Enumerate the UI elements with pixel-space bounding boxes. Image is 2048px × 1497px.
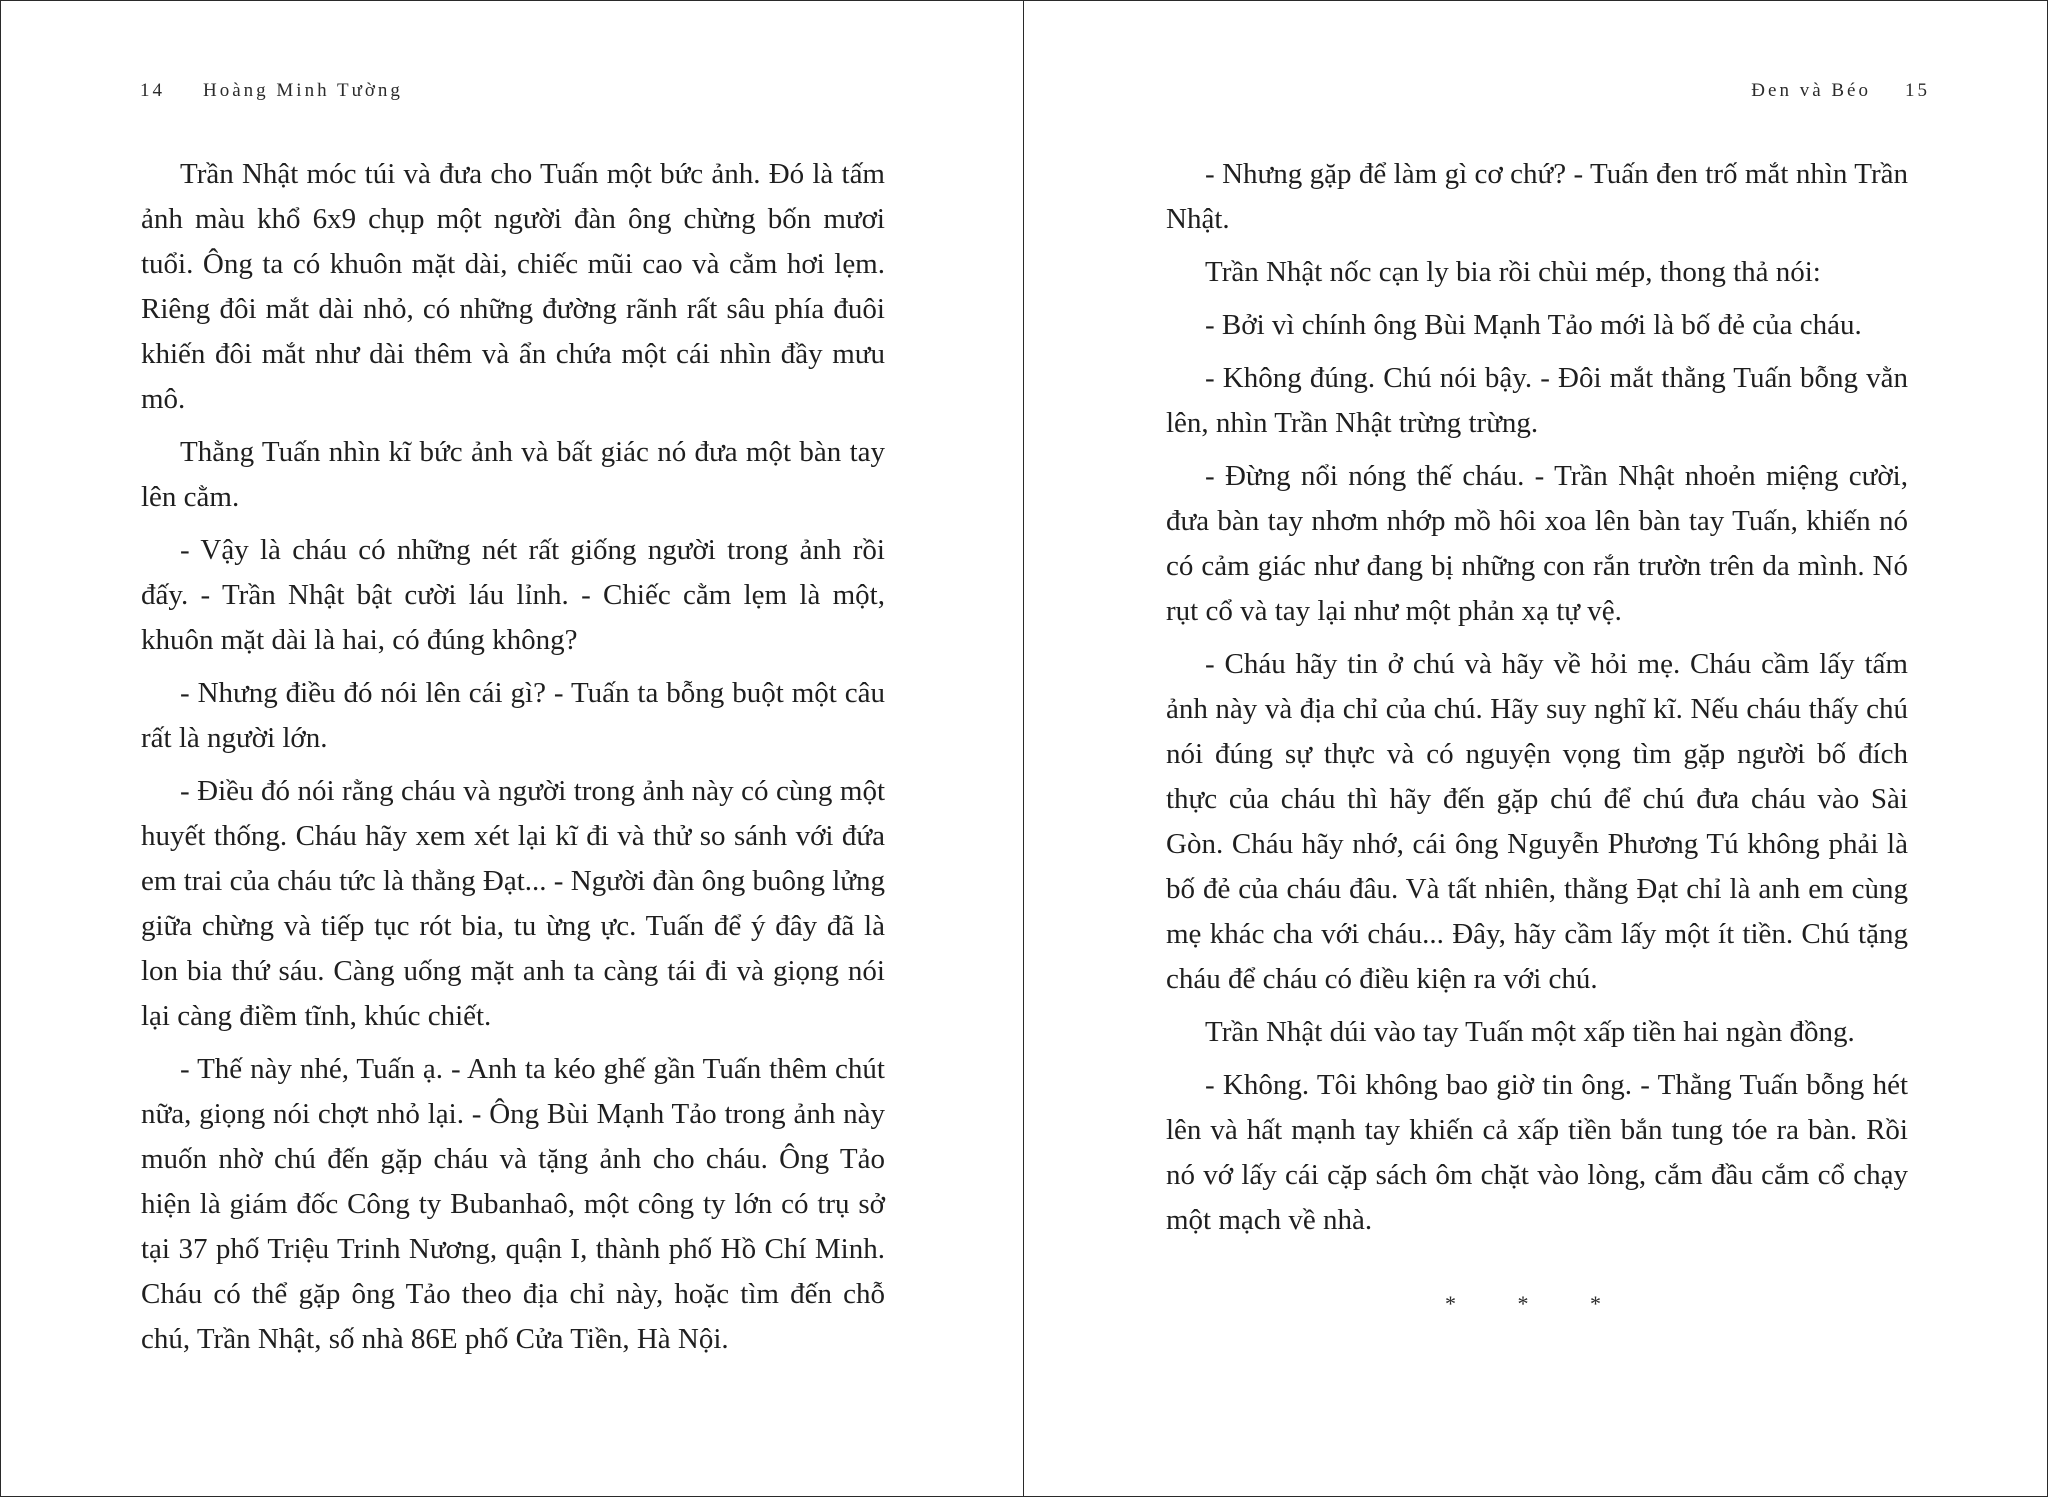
author-name: Hoàng Minh Tường [203,80,403,101]
right-body-text [1166,152,1908,1326]
paragraph: Trần Nhật dúi vào tay Tuấn một xấp tiền hai ngàn đồng. [1205,1016,1855,1048]
paragraph: - Nhưng gặp để làm gì cơ chứ? - Tuấn đen trố mắt nhìn Trần Nhật. [1166,158,1908,235]
right-page [1024,0,2047,1497]
paragraph: - Bởi vì chính ông Bùi Mạnh Tảo mới là bố đẻ của cháu. [1205,309,1862,341]
paragraph: - Điều đó nói rằng cháu và người trong ảnh này có cùng một huyết thống. Cháu hãy xem xét lại kĩ đi và thử so sánh với đứa em trai của cháu tức là thằng Đạt... - Người đàn ông buông lửng giữa chừng và tiếp tục rót bia, tu ừng ực. Tuấn để ý đây đã là lon bia thứ sáu. Càng uống mặt anh ta càng tái đi và giọng nói lại càng điềm tĩnh, khúc chiết. [141,775,885,1032]
paragraph: - Cháu hãy tin ở chú và hãy về hỏi mẹ. Cháu cầm lấy tấm ảnh này và địa chỉ của chú. Hãy suy nghĩ kĩ. Nếu cháu thấy chú nói đúng sự thực và có nguyện vọng tìm gặp người bố đích thực của cháu thì hãy đến gặp chú để chú đưa cháu vào Sài Gòn. Cháu hãy nhớ, cái ông Nguyễn Phương Tú không phải là bố đẻ của cháu đâu. Và tất nhiên, thằng Đạt chỉ là anh em cùng mẹ khác cha với cháu... Đây, hãy cầm lấy một ít tiền. Chú tặng cháu để cháu có điều kiện ra với chú. [1166,648,1908,995]
left-page [0,0,1023,1497]
left-body-text [141,152,885,1370]
section-break: * * * [1445,1291,1629,1316]
right-page-number: 15 [1905,80,1930,101]
paragraph: - Nhưng điều đó nói lên cái gì? - Tuấn ta bỗng buột một câu rất là người lớn. [141,677,885,754]
paragraph: - Thế này nhé, Tuấn ạ. - Anh ta kéo ghế gần Tuấn thêm chút nữa, giọng nói chợt nhỏ lại. - Ông Bùi Mạnh Tảo trong ảnh này muốn nhờ chú đến gặp cháu và tặng ảnh cho cháu. Ông Tảo hiện là giám đốc Công ty Bubanhaô, một công ty lớn có trụ sở tại 37 phố Triệu Trinh Nương, quận I, thành phố Hồ Chí Minh. Cháu có thể gặp ông Tảo theo địa chỉ này, hoặc tìm đến chỗ chú, Trần Nhật, số nhà 86E phố Cửa Tiền, Hà Nội. [141,1053,885,1355]
paragraph: Trần Nhật móc túi và đưa cho Tuấn một bức ảnh. Đó là tấm ảnh màu khổ 6x9 chụp một người đàn ông chừng bốn mươi tuổi. Ông ta có khuôn mặt dài, chiếc mũi cao và cằm hơi lẹm. Riêng đôi mắt dài nhỏ, có những đường rãnh rất sâu phía đuôi khiến đôi mắt như dài thêm và ẩn chứa một cái nhìn đầy mưu mô. [141,158,885,415]
chapter-title: Đen và Béo [1751,80,1871,101]
left-running-head [140,80,403,102]
paragraph: - Đừng nổi nóng thế cháu. - Trần Nhật nhoẻn miệng cười, đưa bàn tay nhơm nhớp mồ hôi xoa lên bàn tay Tuấn, khiến nó có cảm giác như đang bị những con rắn trườn trên da mình. Nó rụt cổ và tay lại như một phản xạ tự vệ. [1166,460,1908,627]
paragraph: - Không. Tôi không bao giờ tin ông. - Thằng Tuấn bỗng hét lên và hất mạnh tay khiến cả xấp tiền bắn tung tóe ra bàn. Rồi nó vớ lấy cái cặp sách ôm chặt vào lòng, cắm đầu cắm cổ chạy một mạch về nhà. [1166,1069,1908,1236]
right-running-head [1751,80,1930,102]
paragraph: Thằng Tuấn nhìn kĩ bức ảnh và bất giác nó đưa một bàn tay lên cằm. [141,436,885,513]
paragraph: Trần Nhật nốc cạn ly bia rồi chùi mép, thong thả nói: [1205,256,1821,288]
paragraph: - Vậy là cháu có những nét rất giống người trong ảnh rồi đấy. - Trần Nhật bật cười láu lỉnh. - Chiếc cằm lẹm là một, khuôn mặt dài là hai, có đúng không? [141,534,885,656]
paragraph: - Không đúng. Chú nói bậy. - Đôi mắt thằng Tuấn bỗng vằn lên, nhìn Trần Nhật trừng trừng. [1166,362,1908,439]
left-page-number: 14 [140,80,165,101]
